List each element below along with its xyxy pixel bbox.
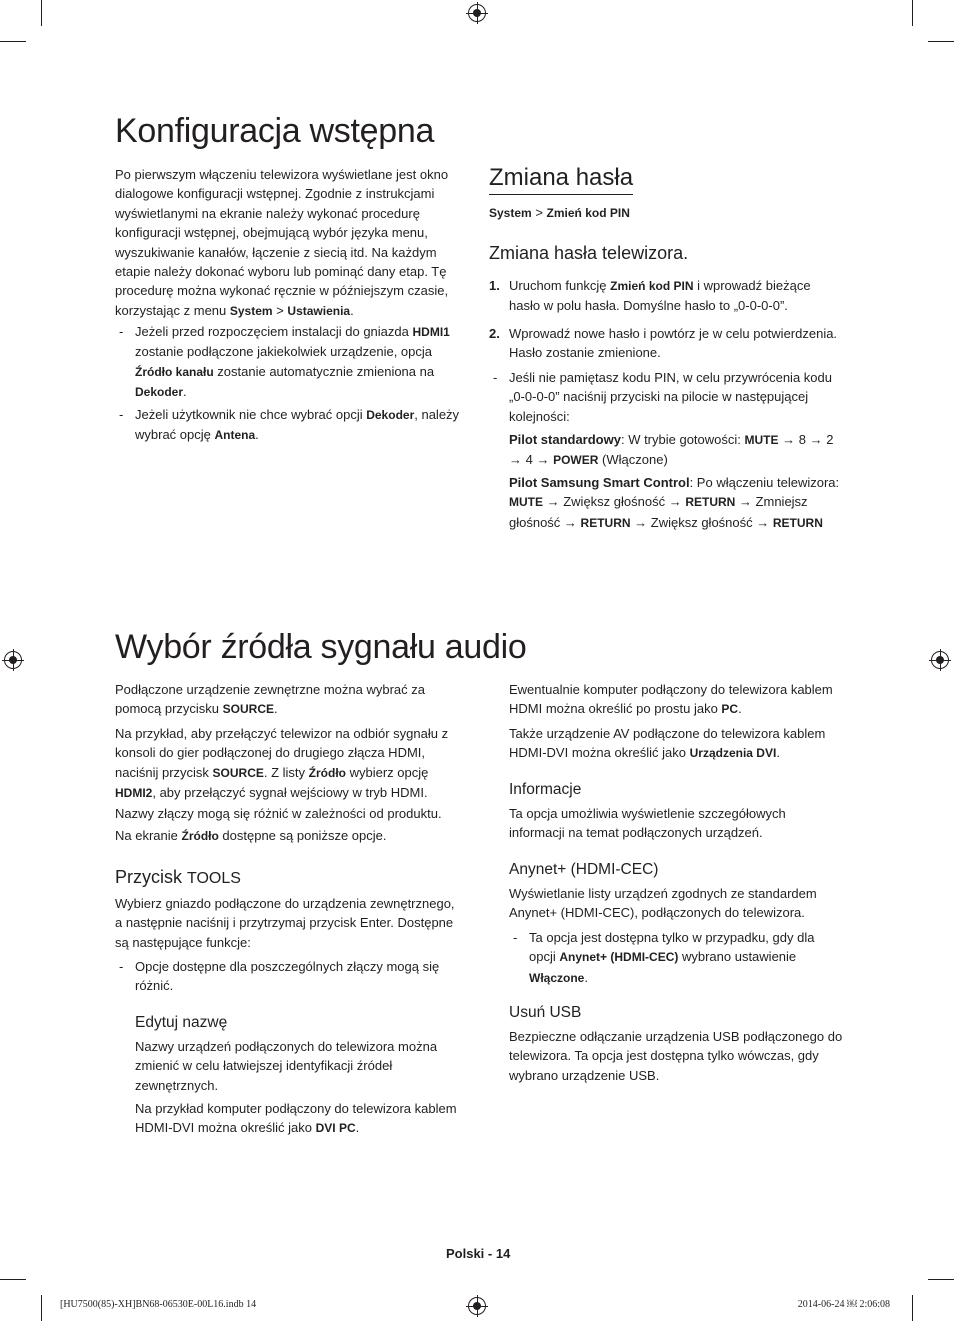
source-right-paragraph: Ewentualnie komputer podłączony do telewizora kablem HDMI można określić po prostu jako PC. [509, 682, 833, 717]
remove-usb-text: Bezpieczne odłączanie urządzenia USB podłączonego do telewizora. Ta opcja jest dostępna tylko wówczas, gdy wybrano urządzenie USB. [509, 1029, 843, 1083]
crop-mark [0, 41, 26, 42]
crop-mark [0, 1279, 26, 1280]
info-text: Ta opcja umożliwia wyświetlenie szczegółowych informacji na temat podłączonych urządzeń. [509, 806, 786, 841]
password-note: - Jeśli nie pamiętasz kodu PIN, w celu przywrócenia kodu „0-0-0-0” naciśnij przyciski na pilocie w następującej kolejności: [493, 370, 832, 424]
section-title-password: Zmiana hasła [489, 164, 633, 195]
registration-mark-icon [468, 4, 486, 22]
edit-name-text: Nazwy urządzeń podłączonych do telewizora można zmienić w celu łatwiejszej identyfikacji źródeł zewnętrznych. [135, 1039, 438, 1093]
crop-mark [41, 0, 42, 26]
remove-usb-title: Usuń USB [509, 1004, 582, 1021]
tools-title: Przycisk TOOLS [115, 867, 241, 887]
crop-mark [928, 41, 954, 42]
info-title: Informacje [509, 781, 582, 798]
registration-mark-icon [468, 1297, 486, 1315]
subtitle-password: Zmiana hasła telewizora. [489, 243, 689, 263]
anynet-note: - Ta opcja jest dostępna tylko w przypadku, gdy dla opcji Anynet+ (HDMI-CEC) wybrano ustawienie Włączone. [513, 930, 815, 985]
setup-note: - Jeżeli przed rozpoczęciem instalacji do gniazda HDMI1 zostanie podłączone jakiekolwiek urządzenie, opcja Źródło kanału zostanie automatycznie zmieniona na Dekoder. [119, 324, 450, 400]
crop-mark [41, 1295, 42, 1321]
footer-date: 2014-06-24 ￼ 2:06:08 [797, 1299, 890, 1310]
source-paragraph: Podłączone urządzenie zewnętrzne można wybrać za pomocą przycisku SOURCE. [115, 682, 426, 717]
source-paragraph: Na przykład, aby przełączyć telewizor na odbiór sygnału z konsoli do gier podłączonej do drugiego złącza HDMI, naciśnij przycisk SOURCE. Z listy Źródło wybierz opcję HDMI2, aby przełączyć sygnał wejściowy w tryb HDMI. Nazwy złączy mogą się różnić w zależności od produktu. [115, 726, 449, 821]
step-item: 1. Uruchom funkcję Zmień kod PIN i wprowadź bieżące hasło w polu hasła. Domyślne hasło to „0-0-0-0”. [489, 278, 811, 314]
crop-mark [912, 1295, 913, 1321]
step-item: 2. Wprowadź nowe hasło i powtórz je w celu potwierdzenia. Hasło zostanie zmienione. [489, 326, 838, 361]
edit-name-example: Na przykład komputer podłączony do telewizora kablem HDMI-DVI można określić jako DVI PC. [135, 1101, 457, 1136]
section-title-setup: Konfiguracja wstępna [115, 112, 435, 150]
setup-intro: Po pierwszym włączeniu telewizora wyświetlane jest okno dialogowe konfiguracji wstępnej. Zgodnie z instrukcjami wyświetlanymi na ekranie należy wykonać procedurę konfiguracji wstępnej, obejmującą wybór języka menu, wyszukiwanie kanałów, łączenie z siecią itd. Na każdym etapie należy dokonać wyboru lub pominąć dany etap. Tę procedurę można wykonać ręcznie w późniejszym czasie, korzystając z menu System > Ustawienia. [115, 167, 449, 318]
setup-note: - Jeżeli użytkownik nie chce wybrać opcji Dekoder, należy wybrać opcję Antena. [119, 407, 460, 443]
crop-mark [912, 0, 913, 26]
menu-path: System > Zmień kod PIN [489, 205, 630, 220]
anynet-text: Wyświetlanie listy urządzeń zgodnych ze standardem Anynet+ (HDMI-CEC), podłączonych do telewizora. [509, 886, 817, 921]
edit-name-title: Edytuj nazwę [135, 1014, 228, 1031]
remote-standard: Pilot standardowy: W trybie gotowości: MUTE → 8 → 2 → 4 → POWER (Włączone) [509, 432, 834, 468]
page-number: Polski - 14 [446, 1246, 511, 1261]
registration-mark-icon [4, 651, 22, 669]
anynet-title: Anynet+ (HDMI-CEC) [509, 861, 659, 878]
section-title-source: Wybór źródła sygnału audio [115, 628, 527, 666]
source-paragraph: Na ekranie Źródło dostępne są poniższe opcje. [115, 828, 387, 843]
tools-note: - Opcje dostępne dla poszczególnych złączy mogą się różnić. [119, 959, 440, 994]
crop-mark [928, 1279, 954, 1280]
footer-file: [HU7500(85)-XH]BN68-06530E-00L16.indb 14 [60, 1299, 257, 1310]
remote-smart: Pilot Samsung Smart Control: Po włączeniu telewizora: MUTE → Zwiększ głośność → RETURN → Zmniejsz głośność → RETURN → Zwiększ głośność → RETURN [509, 475, 840, 530]
tools-text: Wybierz gniazdo podłączone do urządzenia zewnętrznego, a następnie naciśnij i przytrzymaj przycisk Enter. Dostępne są następujące funkcje: [115, 896, 455, 950]
registration-mark-icon [931, 651, 949, 669]
source-right-paragraph: Także urządzenie AV podłączone do telewizora kablem HDMI-DVI można określić jako Urządzenia DVI. [509, 726, 826, 761]
